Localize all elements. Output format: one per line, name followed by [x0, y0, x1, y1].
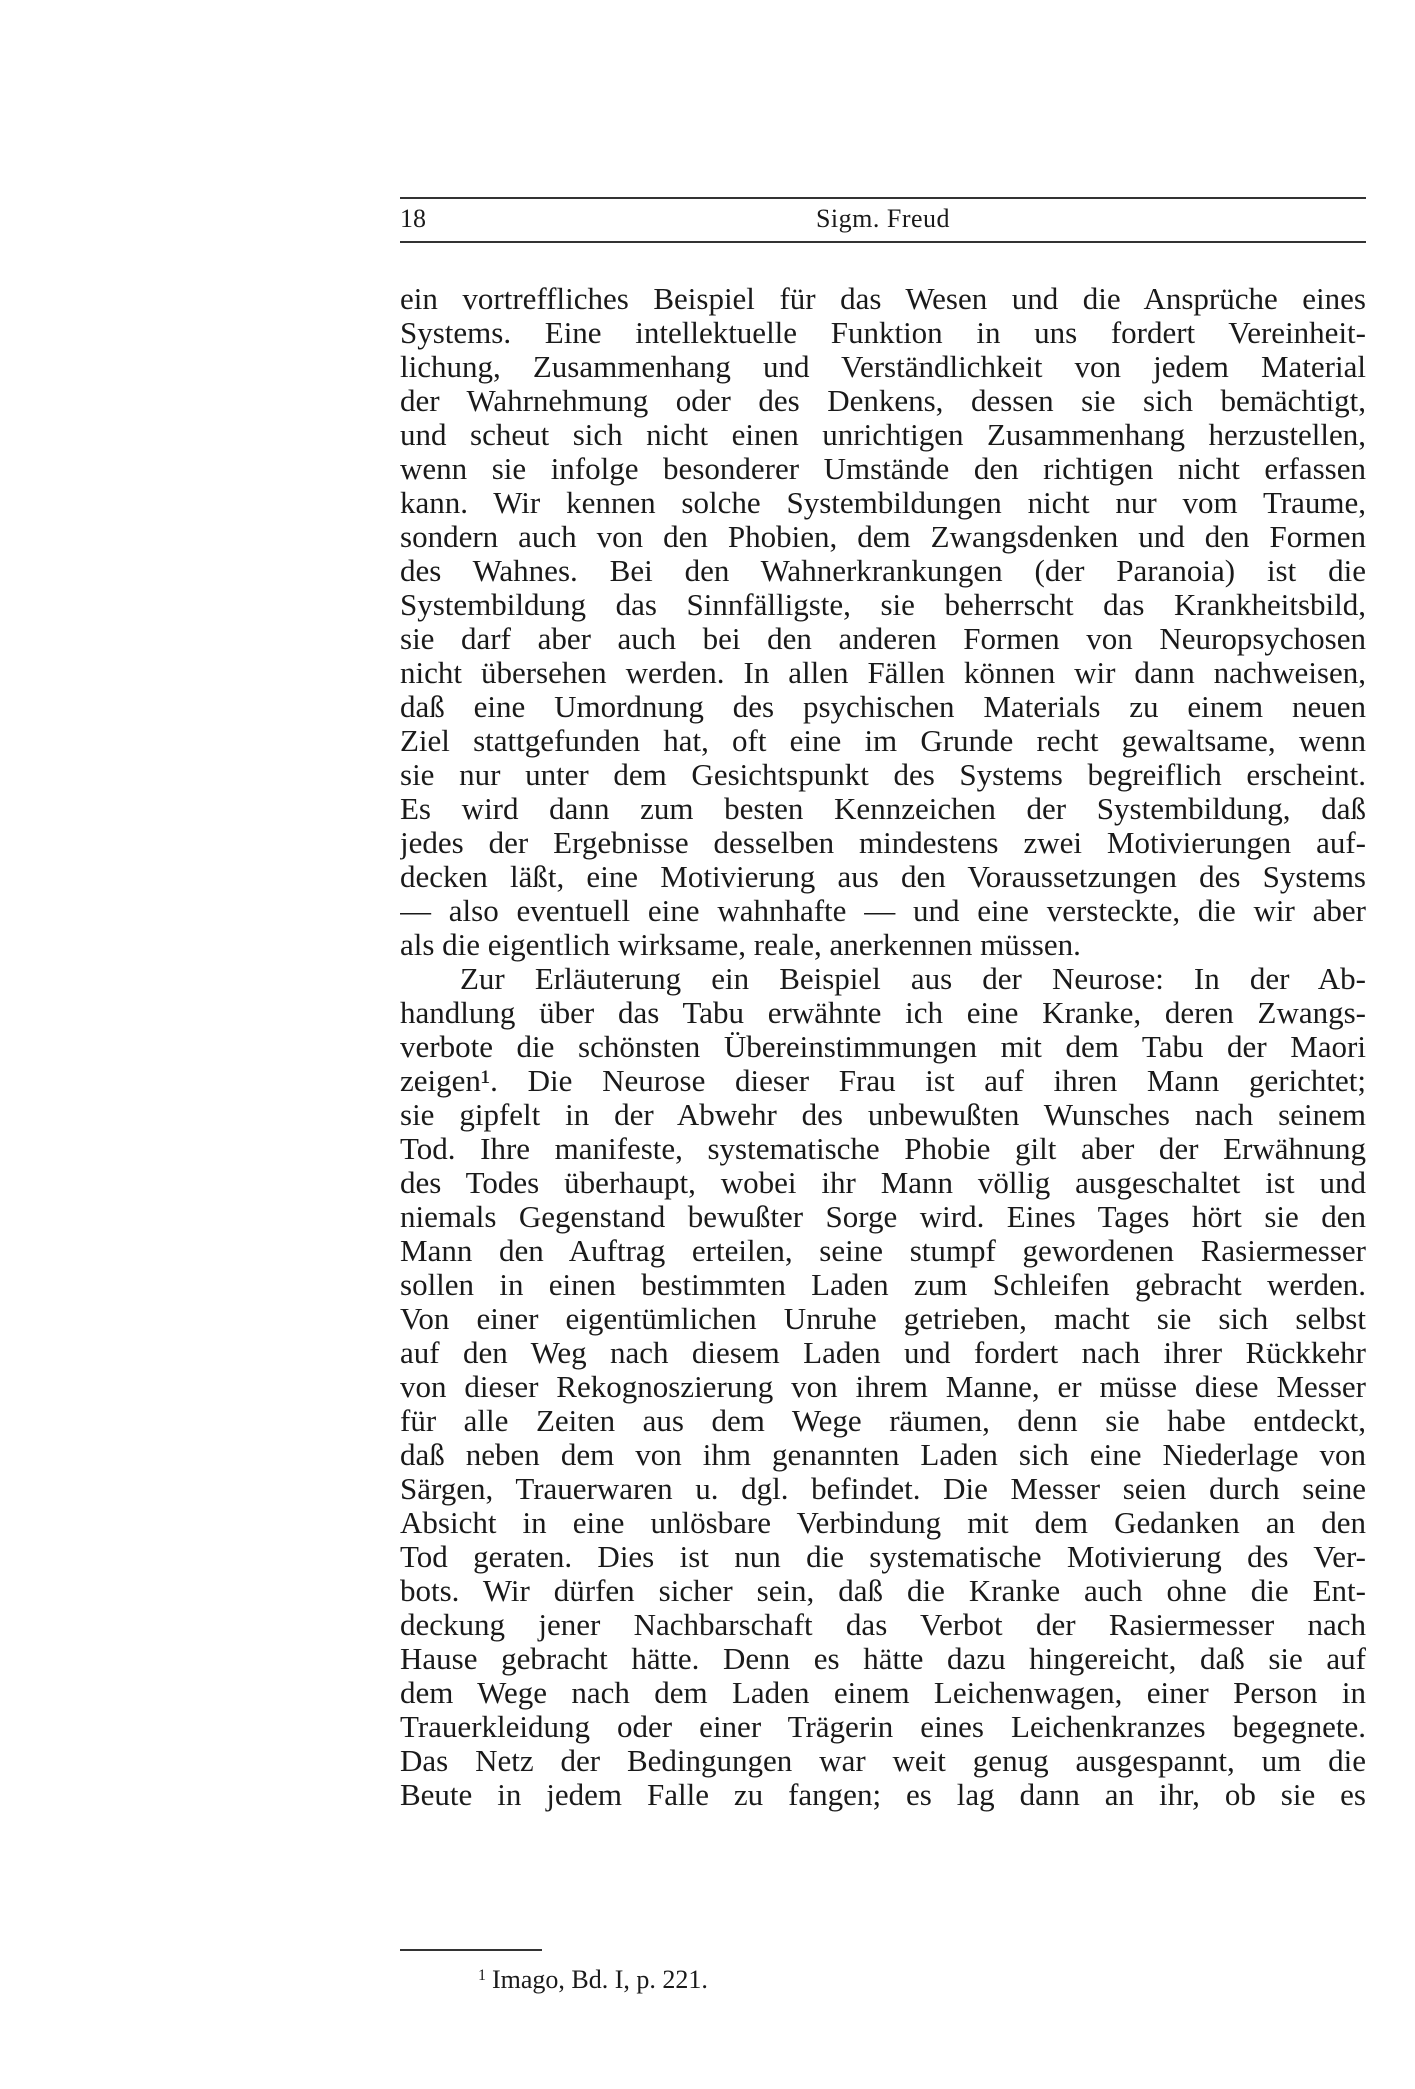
text-line: und scheut sich nicht einen unrichtigen Zusammenhang herzustellen,	[400, 418, 1366, 452]
text-line: von dieser Rekognoszierung von ihrem Manne, er müsse diese Messer	[400, 1370, 1366, 1404]
footnote	[478, 1960, 708, 1996]
text-line: als die eigentlich wirksame, reale, anerkennen müssen.	[400, 928, 1081, 962]
header-rule-top	[400, 197, 1366, 199]
text-line: bots. Wir dürfen sicher sein, daß die Kranke auch ohne die Ent-	[400, 1574, 1366, 1608]
text-line: Das Netz der Bedingungen war weit genug ausgespannt, um die	[400, 1744, 1366, 1778]
text-line: Absicht in eine unlösbare Verbindung mit dem Gedanken an den	[400, 1506, 1366, 1540]
text-line: Mann den Auftrag erteilen, seine stumpf gewordenen Rasiermesser	[400, 1234, 1366, 1268]
text-line: deckung jener Nachbarschaft das Verbot der Rasiermesser nach	[400, 1608, 1366, 1642]
body-text	[400, 282, 1366, 1812]
text-line: jedes der Ergebnisse desselben mindestens zwei Motivierungen auf-	[400, 826, 1366, 860]
text-line: handlung über das Tabu erwähnte ich eine Kranke, deren Zwangs-	[400, 996, 1366, 1030]
footnote-text: Imago, Bd. I, p. 221.	[492, 1965, 708, 1994]
footnote-rule	[400, 1949, 542, 1951]
text-line: Beute in jedem Falle zu fangen; es lag dann an ihr, ob sie es	[400, 1778, 1366, 1812]
text-line: sie darf aber auch bei den anderen Formen von Neuropsychosen	[400, 622, 1366, 656]
text-line: Systembildung das Sinnfälligste, sie beherrscht das Krankheitsbild,	[400, 588, 1366, 622]
running-title: Sigm. Freud	[815, 204, 951, 233]
text-line: Systems. Eine intellektuelle Funktion in uns fordert Vereinheit-	[400, 316, 1366, 350]
text-line: zeigen¹. Die Neurose dieser Frau ist auf ihren Mann gerichtet;	[400, 1064, 1366, 1098]
text-line: Trauerkleidung oder einer Trägerin eines Leichenkranzes begegnete.	[400, 1710, 1366, 1744]
text-line: Von einer eigentümlichen Unruhe getrieben, macht sie sich selbst	[400, 1302, 1366, 1336]
text-line: wenn sie infolge besonderer Umstände den richtigen nicht erfassen	[400, 452, 1366, 486]
page-number: 18	[400, 204, 426, 233]
text-line: ein vortreffliches Beispiel für das Wesen und die Ansprüche eines	[400, 282, 1366, 316]
text-line: sie nur unter dem Gesichtspunkt des Systems begreiflich erscheint.	[400, 758, 1366, 792]
text-line: verbote die schönsten Übereinstimmungen mit dem Tabu der Maori	[400, 1030, 1366, 1064]
text-line: Hause gebracht hätte. Denn es hätte dazu hingereicht, daß sie auf	[400, 1642, 1366, 1676]
text-line: kann. Wir kennen solche Systembildungen nicht nur vom Traume,	[400, 486, 1366, 520]
text-line: niemals Gegenstand bewußter Sorge wird. Eines Tages hört sie den	[400, 1200, 1366, 1234]
text-line: der Wahrnehmung oder des Denkens, dessen sie sich bemächtigt,	[400, 384, 1366, 418]
text-line: — also eventuell eine wahnhafte — und eine versteckte, die wir aber	[400, 894, 1366, 928]
text-line: auf den Weg nach diesem Laden und fordert nach ihrer Rückkehr	[400, 1336, 1366, 1370]
text-line: dem Wege nach dem Laden einem Leichenwagen, einer Person in	[400, 1676, 1366, 1710]
text-line: nicht übersehen werden. In allen Fällen können wir dann nachweisen,	[400, 656, 1366, 690]
text-line: Särgen, Trauerwaren u. dgl. befindet. Die Messer seien durch seine	[400, 1472, 1366, 1506]
text-line: sie gipfelt in der Abwehr des unbewußten Wunsches nach seinem	[400, 1098, 1366, 1132]
text-line: Tod. Ihre manifeste, systematische Phobie gilt aber der Erwähnung	[400, 1132, 1366, 1166]
text-line: daß neben dem von ihm genannten Laden sich eine Niederlage von	[400, 1438, 1366, 1472]
text-line: Ziel stattgefunden hat, oft eine im Grunde recht gewaltsame, wenn	[400, 724, 1366, 758]
text-line: daß eine Umordnung des psychischen Materials zu einem neuen	[400, 690, 1366, 724]
text-line: Es wird dann zum besten Kennzeichen der Systembildung, daß	[400, 792, 1366, 826]
footnote-marker: 1	[478, 1967, 486, 1984]
text-line: Tod geraten. Dies ist nun die systematische Motivierung des Ver-	[400, 1540, 1366, 1574]
text-line: lichung, Zusammenhang und Verständlichkeit von jedem Material	[400, 350, 1366, 384]
text-line: sollen in einen bestimmten Laden zum Schleifen gebracht werden.	[400, 1268, 1366, 1302]
text-line: Zur Erläuterung ein Beispiel aus der Neurose: In der Ab-	[460, 962, 1366, 996]
running-header	[400, 197, 1366, 243]
text-line: des Wahnes. Bei den Wahnerkrankungen (der Paranoia) ist die	[400, 554, 1366, 588]
text-line: decken läßt, eine Motivierung aus den Voraussetzungen des Systems	[400, 860, 1366, 894]
header-rule-bottom	[400, 241, 1366, 243]
text-line: sondern auch von den Phobien, dem Zwangsdenken und den Formen	[400, 520, 1366, 554]
text-line: des Todes überhaupt, wobei ihr Mann völlig ausgeschaltet ist und	[400, 1166, 1366, 1200]
text-line: für alle Zeiten aus dem Wege räumen, denn sie habe entdeckt,	[400, 1404, 1366, 1438]
